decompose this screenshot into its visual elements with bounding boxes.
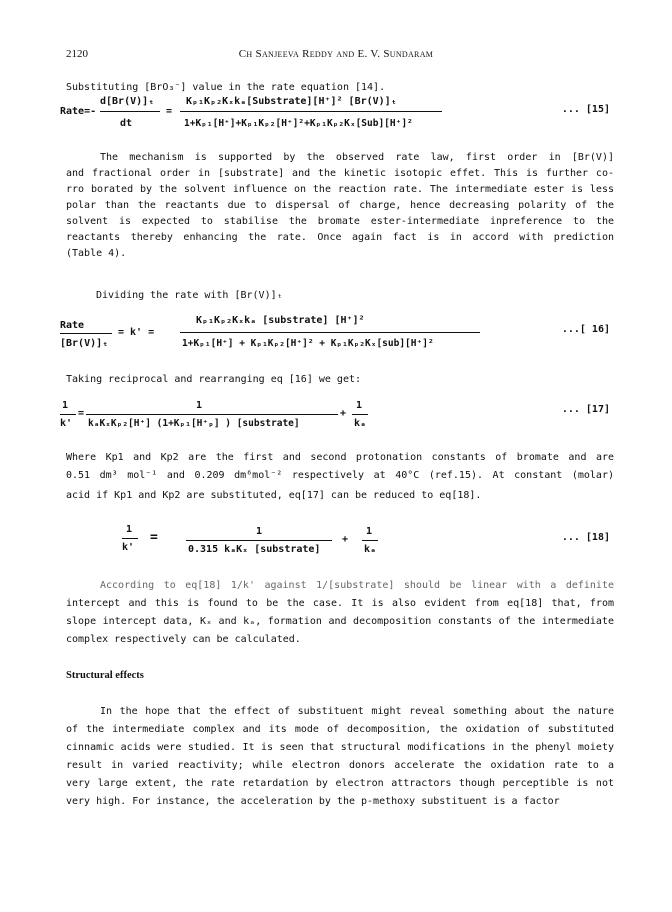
paragraph-line: result in varied reactivity; while electron donors accelerate the oxidation rate to a [66,760,614,771]
paragraph-line: The mechanism is supported by the observed rate law, first order in [Br(V)] [100,152,614,163]
eq16-rhs-denominator: 1+Kₚ₁[H⁺] + Kₚ₁Kₚ₂[H⁺]² + Kₚ₁Kₚ₂Kₓ[sub][H⁺]² [182,338,434,349]
paragraph-line: Where Kp1 and Kp2 are the first and second protonation constants of bromate and are [66,452,614,463]
eq18-frac1-numerator: 1 [256,526,263,537]
paragraph-line: intercept and this is found to be the case. It is also evident from eq[18] that, from [66,598,614,609]
eq15-lhs-fraction-bar [100,111,160,112]
eq15-number: ... [15] [561,104,610,115]
eq17-frac2-denominator: kₐ [354,418,367,429]
paragraph-line: slope intercept data, Kₓ and kₐ, formation and decomposition constants of the intermediate [66,616,614,627]
eq15-lhs-label: Rate=- [60,106,97,117]
eq17-equals: = [78,408,85,419]
paragraph-line: complex respectively can be calculated. [66,634,301,645]
eq16-lhs-numerator: Rate [60,320,85,331]
eq16-lhs-fraction-bar [60,333,112,334]
paragraph-line: (Table 4). [66,248,127,259]
eq15-lhs-denominator: dt [120,118,133,129]
eq15-rhs-denominator: 1+Kₚ₁[H⁺]+Kₚ₁Kₚ₂[H⁺]²+Kₚ₁Kₚ₂Kₓ[Sub][H⁺]² [184,118,413,129]
eq17-frac1-denominator: kₐKₓKₚ₂[H⁺] (1+Kₚ₁[H⁺ₚ] ) [substrate] [88,418,300,429]
section-heading: Structural effects [66,670,144,681]
paragraph-line: In the hope that the effect of substituent might reveal something about the nature [100,706,614,717]
paragraph-line: According to eq[18] 1/k' against 1/[substrate] should be linear with a definite [100,580,614,591]
eq17-lhs-numerator: 1 [62,400,69,411]
paragraph-line: polar than the reactants due to dispersal of charge, hence decreasing polarity of the [66,200,614,211]
eq16-rhs-fraction-bar [180,332,480,333]
paragraph-line: acid if Kp1 and Kp2 are substituted, eq[17] can be reduced to eq[18]. [66,490,482,501]
reciprocal-line: Taking reciprocal and rearranging eq [16] we get: [66,374,362,385]
eq17-number: ... [17] [561,404,610,415]
eq16-number: ...[ 16] [561,324,610,335]
eq17-lhs-fraction-bar [60,414,76,415]
eq18-frac1-denominator: 0.315 kₐKₓ [substrate] [188,544,321,555]
eq18-frac1-bar [186,540,332,541]
eq18-lhs-denominator: k' [122,542,135,553]
eq17-frac2-bar [352,414,368,415]
eq16-rhs-numerator: Kₚ₁Kₚ₂Kₓkₐ [substrate] [H⁺]² [196,315,365,326]
eq15-rhs-fraction-bar [180,111,442,112]
eq15-equals: = [166,106,173,117]
paragraph-line: very large extent, the rate retardation by electron attractors though perceptible is not [66,778,614,789]
eq18-frac2-bar [362,540,378,541]
eq17-plus: + [340,408,347,419]
eq18-equals: = [150,530,158,545]
paragraph-line: rro borated by the solvent influence on the reaction rate. The intermediate ester is less [66,184,614,195]
eq17-frac1-numerator: 1 [196,400,203,411]
eq17-frac2-numerator: 1 [356,400,363,411]
dividing-line: Dividing the rate with [Br(V)]ₜ [96,290,283,301]
paragraph-line: reactants thereby enhancing the rate. Once again fact is in accord with prediction [66,232,614,243]
eq18-plus: + [342,534,349,545]
paragraph-line: 0.51 dm³ mol⁻¹ and 0.209 dm⁶mol⁻² respectively at 40°C (ref.15). At constant (molar) [66,470,614,481]
eq15-rhs-numerator: Kₚ₁Kₚ₂Kₓkₐ[Substrate][H⁺]² [Br(V)]ₜ [186,96,397,107]
paragraph-line: very high. For instance, the acceleration by the p-methoxy substituent is a factor [66,796,560,807]
intro-line: Substituting [BrO₃⁻] value in the rate equation [14]. [66,82,386,93]
eq17-frac1-bar [86,414,338,415]
paragraph-line: solvent is expected to stabilise the bromate ester-intermediate inpreference to the [66,216,614,227]
paragraph-line: and fractional order in [substrate] and the kinetic isotopic effet. This is further co- [66,168,614,179]
eq18-frac2-denominator: kₐ [364,544,377,555]
page-number: 2120 [66,48,88,60]
eq18-number: ... [18] [561,532,610,543]
paragraph-line: of the intermediate complex and its mode of decomposition, the oxidation of substituted [66,724,614,735]
running-title: Ch Sanjeeva Reddy and E. V. Sundaram [238,48,434,60]
eq17-lhs-denominator: k' [60,418,73,429]
paragraph-line: cinnamic acids were studied. It is seen that structural modifications in the phenyl moiety [66,742,614,753]
eq18-lhs-fraction-bar [122,538,138,539]
eq18-frac2-numerator: 1 [366,526,373,537]
eq16-lhs-denominator: [Br(V)]ₜ [60,338,109,349]
eq18-lhs-numerator: 1 [126,524,133,535]
eq16-k-prime: = k' = [118,327,155,338]
eq15-lhs-numerator: d[Br(V)]ₜ [100,96,155,107]
